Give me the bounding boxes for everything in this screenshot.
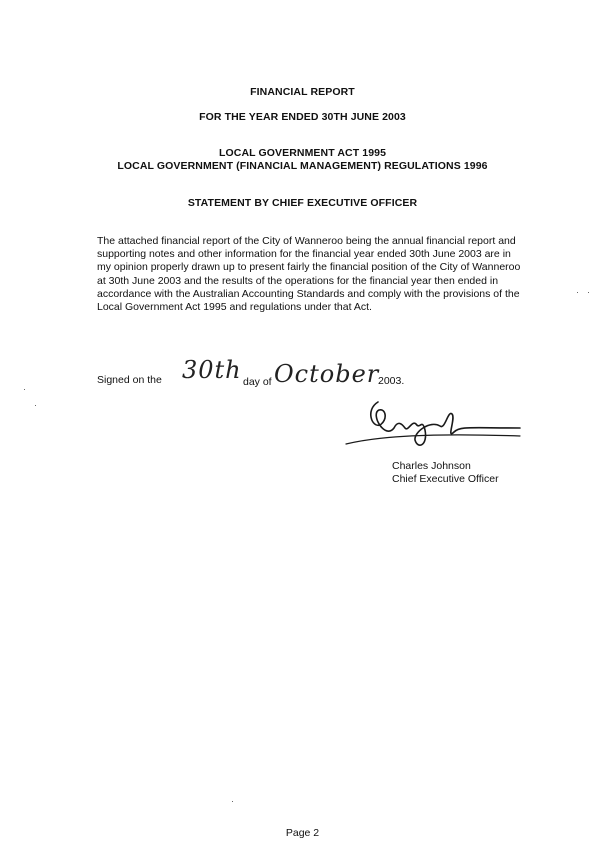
- scan-speck: [588, 292, 589, 293]
- report-title: FINANCIAL REPORT: [250, 86, 355, 98]
- statement-line: supporting notes and other information for the financial year ended 30th June 2003 are in: [97, 248, 511, 261]
- officer-title: Chief Executive Officer: [392, 473, 499, 485]
- statement-line: accordance with the Australian Accounting Standards and comply with the provisions of the: [97, 287, 520, 300]
- page-number: Page 2: [285, 827, 320, 839]
- scan-speck: [35, 405, 36, 406]
- act-heading: LOCAL GOVERNMENT ACT 1995: [218, 147, 387, 159]
- signed-on-label: Signed on the: [97, 374, 162, 386]
- statement-line: Local Government Act 1995 and regulations under that Act.: [97, 301, 372, 314]
- year-label: 2003.: [378, 375, 405, 387]
- statement-line: The attached financial report of the City of Wanneroo being the annual financial report and: [97, 235, 516, 247]
- report-period: FOR THE YEAR ENDED 30TH JUNE 2003: [199, 111, 406, 123]
- statement-line: my opinion properly drawn up to present fairly the financial position of the City of Wanneroo: [97, 261, 521, 274]
- day-of-label: day of: [243, 376, 272, 388]
- handwritten-day: 30th: [182, 356, 242, 384]
- statement-heading: STATEMENT BY CHIEF EXECUTIVE OFFICER: [187, 197, 418, 209]
- scan-speck: [24, 389, 25, 390]
- scan-speck: [577, 292, 578, 293]
- regulations-heading: LOCAL GOVERNMENT (FINANCIAL MANAGEMENT) REGULATIONS 1996: [117, 160, 488, 172]
- officer-name: Charles Johnson: [392, 460, 471, 472]
- statement-line: at 30th June 2003 and the results of the operations for the financial year then ended in: [97, 274, 499, 287]
- handwritten-month: October: [274, 360, 380, 388]
- scan-speck: [232, 801, 233, 802]
